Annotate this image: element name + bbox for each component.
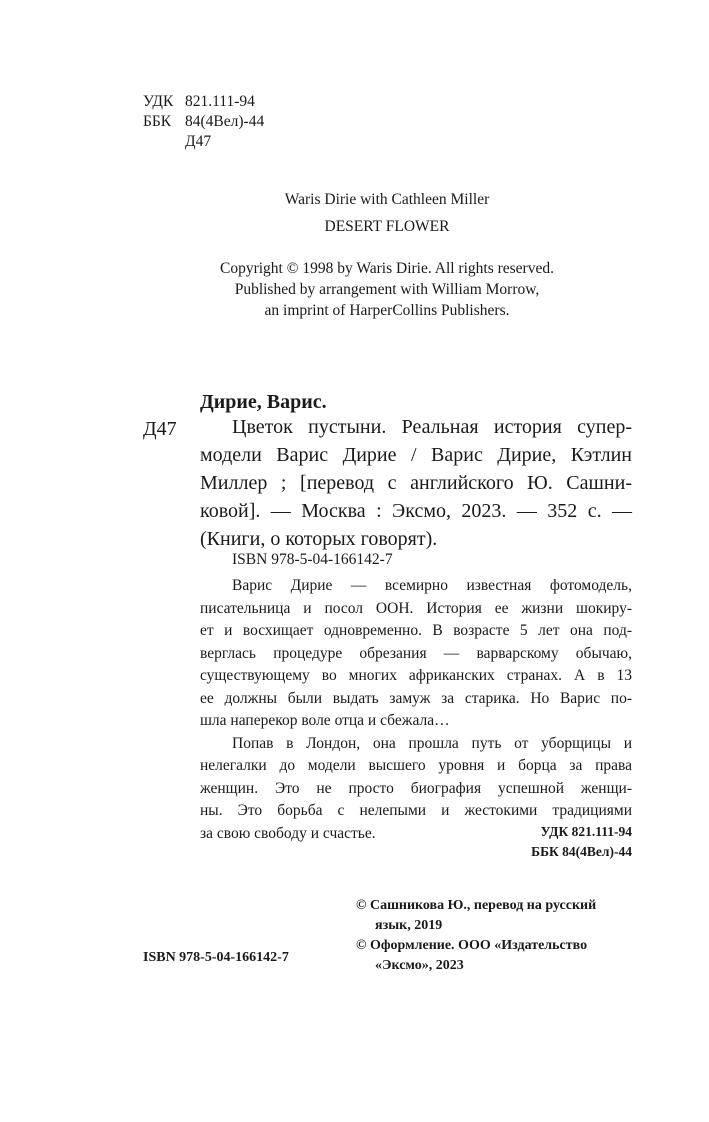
annotation-line: Варис Дирие — всемирно известная фотомодель, [232, 577, 632, 594]
copyright-design-cont: «Эксмо», 2023 [375, 958, 464, 973]
udk-value: 821.111-94 [185, 93, 255, 110]
footer-bbk: ББК 84(4Вел)-44 [531, 844, 632, 859]
annotation-line: ны. Это борьба с нелепыми и жестокими традициями [200, 802, 632, 819]
bib-description-line: ковой]. — Москва : Эксмо, 2023. — 352 с. — [200, 500, 632, 522]
annotation-line: ее должны были выдать замуж за старика. Но Варис по- [200, 689, 632, 707]
udk-label: УДК [143, 93, 174, 110]
original-title: DESERT FLOWER [324, 218, 450, 235]
copyright-translation-cont: язык, 2019 [375, 918, 443, 933]
annotation-line: нелегалки до модели высшего уровня и борца за права [200, 757, 632, 774]
copyright-line: an imprint of HarperCollins Publishers. [264, 302, 510, 319]
bib-description-line: Миллер ; [перевод с английского Ю. Сашни- [200, 472, 632, 494]
annotation-line: шла наперекор воле отца и сбежала… [200, 712, 450, 729]
original-authors: Waris Dirie with Cathleen Miller [284, 191, 490, 208]
classification-codes [143, 92, 264, 152]
bib-author-code: Д47 [143, 418, 177, 440]
annotation-line: ет и восхищает одновременно. В возрасте 5 лет она под- [200, 622, 632, 639]
annotation [200, 575, 632, 845]
copyright-translation: © Сашникова Ю., перевод на русский [356, 898, 597, 913]
isbn-bottom: ISBN 978-5-04-166142-7 [143, 950, 289, 965]
annotation-line: женщин. Это не просто биография успешной женщи- [200, 779, 632, 797]
bib-description-line: модели Варис Дирие / Варис Дирие, Кэтлин [200, 444, 632, 466]
russian-copyright [356, 896, 632, 976]
original-copyright [143, 258, 631, 321]
author-mark: Д47 [185, 133, 212, 150]
annotation-line: писательница и посол ООН. История ее жизни шокиру- [200, 599, 632, 617]
copyright-line: Copyright © 1998 by Waris Dirie. All rights reserved. [220, 260, 554, 277]
bib-description [200, 413, 632, 553]
isbn-main: ISBN 978-5-04-166142-7 [232, 551, 393, 568]
author-mark-row [143, 132, 264, 152]
copyright-line: Published by arrangement with William Morrow, [234, 281, 540, 298]
copyright-design: © Оформление. ООО «Издательство [356, 938, 588, 953]
bbk-label: ББК [143, 113, 172, 130]
bib-description-line: (Книги, о которых говорят). [200, 528, 438, 550]
annotation-line: за свою свободу и счастье. [200, 824, 376, 842]
annotation-line: существующему во многих африканских странах. А в 13 [200, 667, 632, 684]
bib-description-line: Цветок пустыни. Реальная история супер- [232, 416, 632, 438]
annotation-line: верглась процедуре обрезания — варварскому обычаю, [200, 644, 632, 662]
footer-udk: УДК 821.111-94 [540, 824, 632, 839]
bbk-value: 84(4Вел)-44 [185, 113, 265, 130]
udk-row [143, 92, 264, 112]
bbk-row [143, 112, 264, 132]
bib-author-heading: Дирие, Варис. [200, 391, 327, 413]
footer-classification [420, 822, 632, 862]
annotation-line: Попав в Лондон, она прошла путь от уборщицы и [232, 734, 632, 752]
